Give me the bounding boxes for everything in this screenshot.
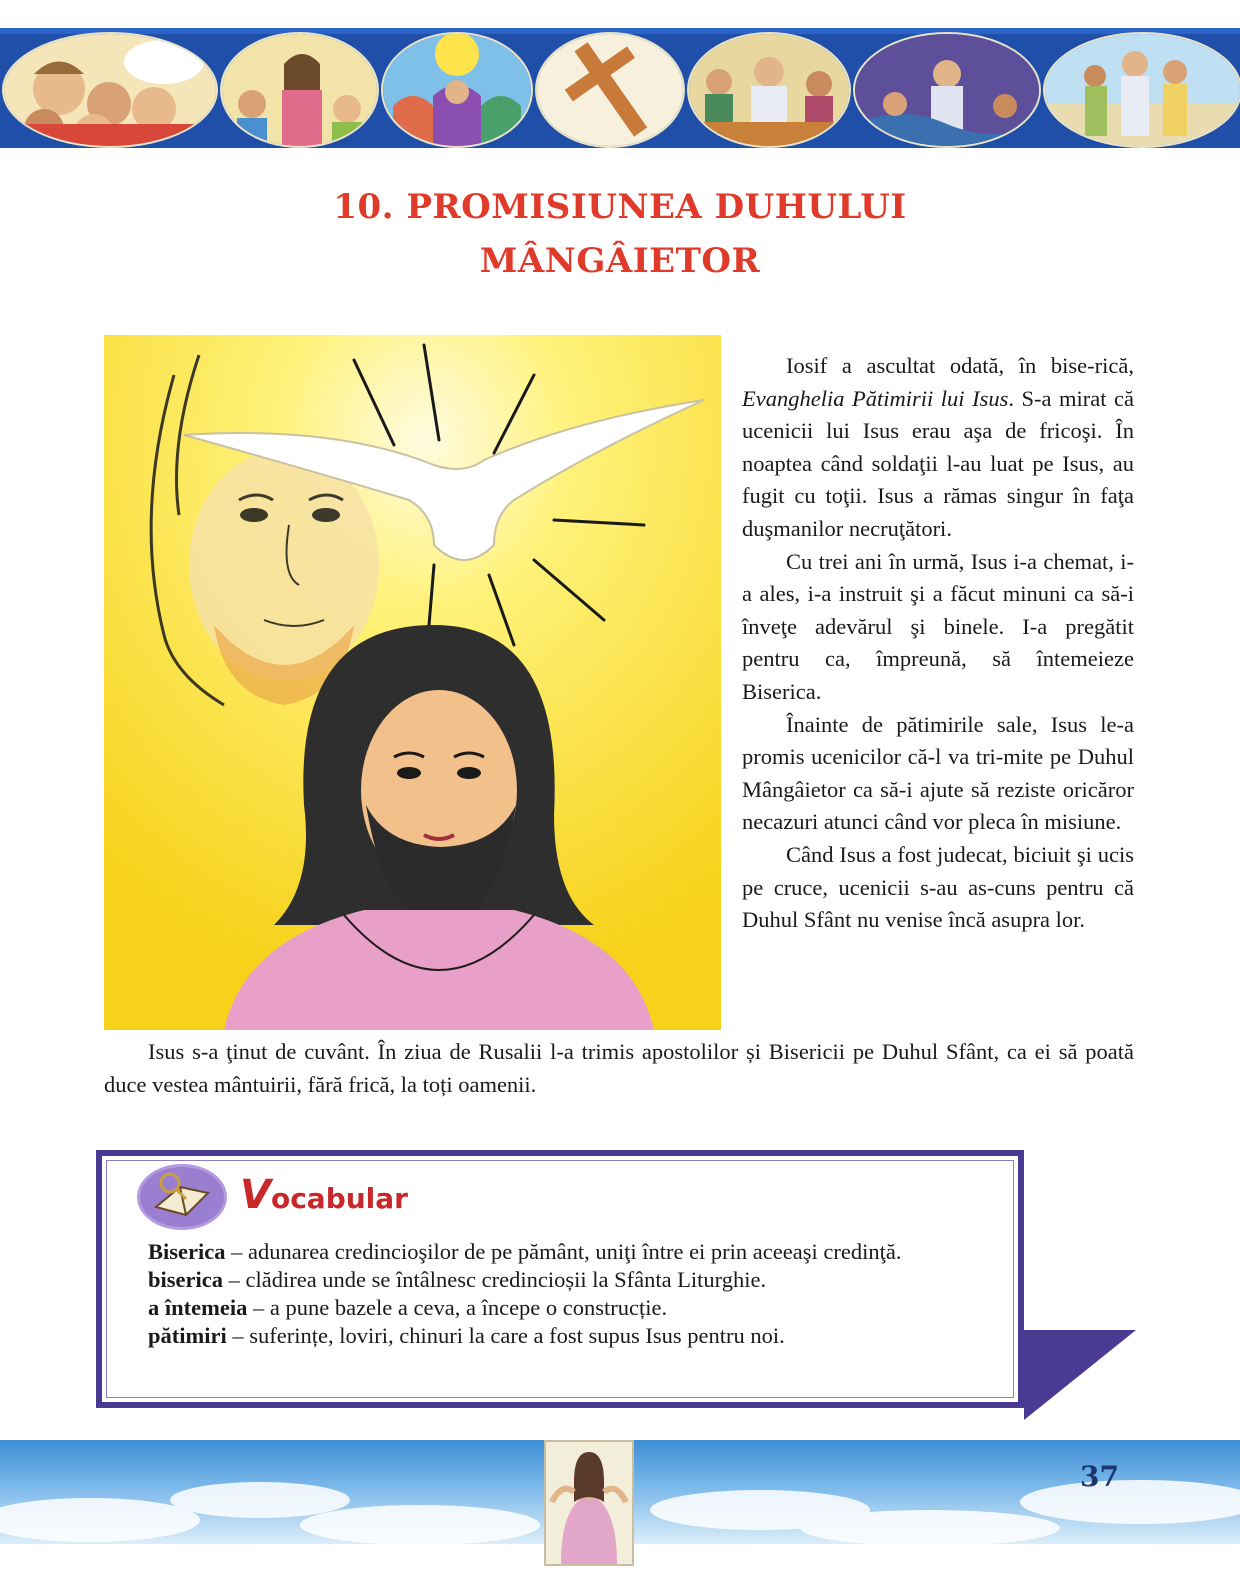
vocabulary-entry [148,1238,998,1266]
banner-image-jesus-teaching [220,32,379,148]
footer-jesus-image [544,1440,634,1566]
banner-image-last-supper [687,32,851,148]
page-title [0,180,1240,288]
vocabulary-entry [148,1322,998,1350]
top-banner [0,28,1240,148]
page-number: 37 [1080,1460,1119,1493]
vocabulary-heading [240,1172,408,1218]
banner-image-disciples-walking [1043,32,1240,148]
vocabulary-heading-initial: V [240,1172,271,1218]
vocabulary-term: pătimiri [148,1323,227,1348]
open-book-icon [136,1163,228,1231]
banner-image-pentecost [381,32,533,148]
story-paragraph-2: Cu trei ani în urmă, Isus i-a chemat, i-a ales, i-a instruit şi a făcut minuni ca să-i înveţe adevărul şi binele. I-a pregătit pentru ca, împreună, să întemeieze Biserica. [742,548,1134,704]
vocabulary-definition: – a pune bazele a ceva, a începe o construcție. [247,1295,668,1320]
paragraph-1-start: Iosif a ascultat odată, în bise-rică, [786,353,1134,378]
vocabulary-term: a întemeia [148,1295,248,1320]
story-text [742,350,1134,937]
vocabulary-term: biserica [148,1267,223,1292]
gospel-title: Evanghelia Pătimirii lui Isus [742,385,1009,411]
vocabulary-heading-rest: ocabular [270,1182,408,1215]
vocabulary-definition: – clădirea unde se întâlnesc credincioșii la Sfânta Liturghie. [222,1267,767,1292]
title-line-1: 10. PROMISIUNEA DUHULUI [333,187,907,227]
vocabulary-entry [148,1294,998,1322]
vocabulary-list [148,1238,998,1350]
banner-image-cross [535,32,685,148]
story-paragraph-5: Isus s-a ţinut de cuvânt. În ziua de Rusalii l-a trimis apostolilor și Bisericii pe Duhul Sfânt, ca ei să poată duce vestea mântuirii, fără frică, la toți oamenii. [104,1039,1134,1097]
story-paragraph-3: Înainte de pătimirile sale, Isus le-a promis ucenicilor că-l va tri-mite pe Duhul Mângâietor ca să-i ajute să reziste oricăror necazuri atunci când vor pleca în misiune. [742,711,1134,835]
jesus-dove-illustration [104,335,721,1030]
banner-image-crowd [2,32,218,148]
story-paragraph-1 [742,350,1134,546]
vocabulary-definition: – adunarea credincioşilor de pe pământ, uniţi între ei prin aceeaşi credinţă. [225,1239,902,1264]
vocabulary-entry [148,1266,998,1294]
story-paragraph-4: Când Isus a fost judecat, biciuit şi ucis pe cruce, ucenicii s-au as-cuns pentru că Duhul Sfânt nu venise încă asupra lor. [742,841,1134,933]
title-line-2: MÂNGÂIETOR [479,241,761,281]
vocabulary-term: Biserica [148,1239,226,1264]
paragraph-1-end: . S-a mirat că ucenicii lui Isus erau aşa de fricoşi. În noaptea când soldaţii l-au luat pe Isus, au fugit cu toţii. Isus a rămas singur în faţa duşmanilor necruţători. [742,385,1134,541]
banner-image-storm [853,32,1041,148]
vocabulary-definition: – suferințe, loviri, chinuri la care a fost supus Isus pentru noi. [226,1323,785,1348]
